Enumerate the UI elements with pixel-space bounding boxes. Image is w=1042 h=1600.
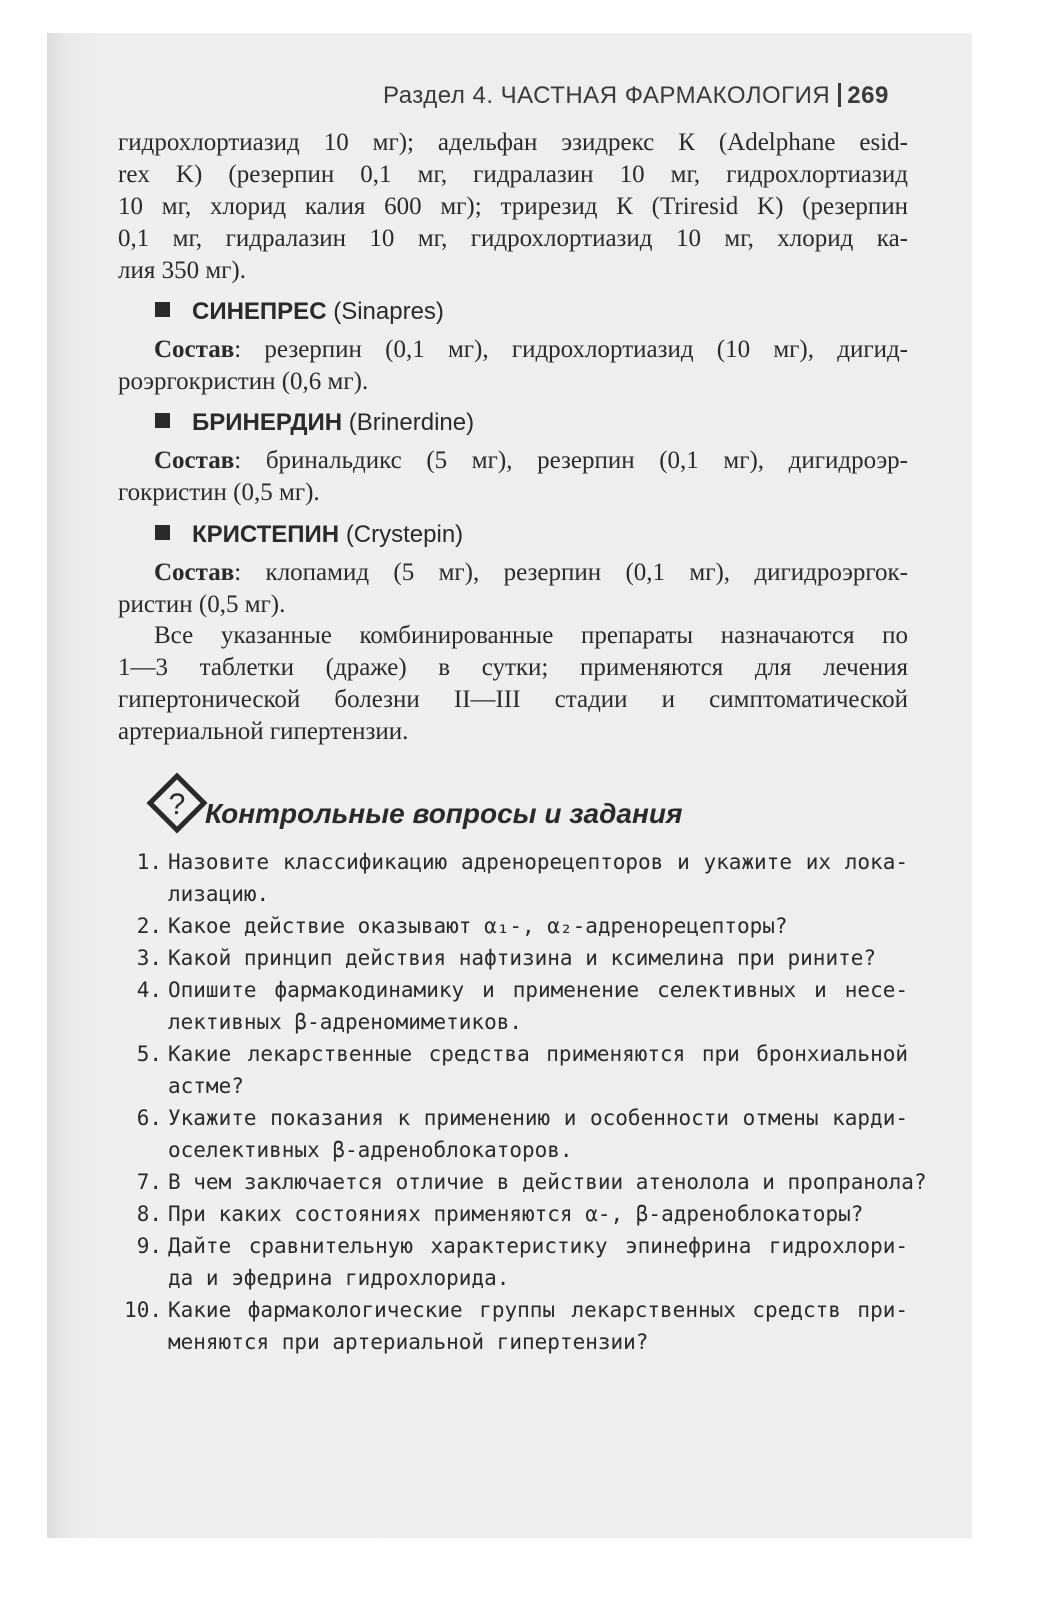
item-text: меняются при артериальной гипертензии? bbox=[168, 1330, 649, 1354]
section-title: Раздел 4. ЧАСТНАЯ ФАРМАКОЛОГИЯ bbox=[383, 82, 831, 109]
text-line: 1—3 таблетки (драже) в сутки; применяются для лечения bbox=[118, 654, 908, 681]
drug-latin-name: (Sinapres) bbox=[333, 298, 444, 325]
list-item bbox=[118, 942, 908, 974]
question-diamond-icon bbox=[146, 772, 208, 834]
item-number: 9. bbox=[136, 1234, 162, 1258]
text-line: ристин (0,5 мг). bbox=[118, 591, 286, 618]
list-item bbox=[118, 1198, 908, 1230]
item-text: Какие лекарственные средства применяются при бронхиальной bbox=[168, 1042, 908, 1066]
composition-text: : резерпин (0,1 мг), гидрохлортиазид (10 мг), дигид- bbox=[234, 336, 908, 363]
item-text: При каких состояниях применяются α-, β-адреноблокаторы? bbox=[168, 1202, 864, 1226]
drug-name: КРИСТЕПИН bbox=[192, 521, 340, 548]
composition-label: Состав bbox=[154, 447, 235, 474]
bullet-square-icon bbox=[155, 525, 170, 540]
text-line: гокристин (0,5 мг). bbox=[118, 479, 320, 506]
item-text: Какое действие оказывают α₁-, α₂-адренорецепторы? bbox=[168, 914, 788, 938]
running-header bbox=[383, 82, 903, 116]
composition-text: : клопамид (5 мг), резерпин (0,1 мг), дигидроэргок- bbox=[234, 559, 908, 586]
list-item bbox=[118, 910, 908, 942]
item-number: 2. bbox=[136, 914, 162, 938]
summary-paragraph bbox=[118, 620, 908, 748]
drug-composition bbox=[118, 334, 908, 398]
item-number: 3. bbox=[136, 946, 162, 970]
item-text: Дайте сравнительную характеристику эпинефрина гидрохлори- bbox=[168, 1234, 908, 1258]
item-number: 7. bbox=[136, 1170, 162, 1194]
item-text: Укажите показания к применению и особенности отмены карди- bbox=[168, 1106, 908, 1130]
composition-label: Состав bbox=[154, 336, 235, 363]
item-text: В чем заключается отличие в действии атенолола и пропранола? bbox=[168, 1170, 927, 1194]
header-divider bbox=[838, 83, 841, 107]
composition-label: Состав bbox=[154, 559, 235, 586]
drug-name: СИНЕПРЕС bbox=[192, 298, 327, 325]
text-line: гидрохлортиазид 10 мг); адельфан эзидрекс К (Adelphane esid- bbox=[118, 129, 908, 156]
item-text: Назовите классификацию адренорецепторов и укажите их лока- bbox=[168, 850, 908, 874]
intro-paragraph bbox=[118, 127, 908, 287]
item-number: 4. bbox=[136, 978, 162, 1002]
text-line: артериальной гипертензии. bbox=[118, 718, 409, 745]
item-text: Какой принцип действия нафтизина и ксимелина при рините? bbox=[168, 946, 877, 970]
drug-composition bbox=[118, 445, 908, 509]
item-number: 10. bbox=[124, 1298, 162, 1322]
item-text: Опишите фармакодинамику и применение селективных и несе- bbox=[168, 978, 908, 1002]
svg-text:?: ? bbox=[168, 788, 186, 821]
text-line: 0,1 мг, гидралазин 10 мг, гидрохлортиазид 10 мг, хлорид ка- bbox=[118, 225, 908, 252]
item-number: 1. bbox=[136, 850, 162, 874]
drug-name: БРИНЕРДИН bbox=[192, 409, 343, 436]
item-text: лективных β-адреномиметиков. bbox=[168, 1010, 523, 1034]
page-number: 269 bbox=[847, 82, 889, 109]
text-line: 10 мг, хлорид калия 600 мг); трирезид К (Triresid K) (резерпин bbox=[118, 193, 908, 220]
list-item bbox=[118, 1294, 908, 1358]
item-number: 8. bbox=[136, 1202, 162, 1226]
list-item bbox=[118, 846, 908, 910]
list-item bbox=[118, 1038, 908, 1102]
composition-text: : бринальдикс (5 мг), резерпин (0,1 мг), дигидроэр- bbox=[234, 447, 908, 474]
item-text: астме? bbox=[168, 1074, 244, 1098]
drug-heading-crystepin bbox=[155, 521, 463, 549]
list-item bbox=[118, 1230, 908, 1294]
item-number: 5. bbox=[136, 1042, 162, 1066]
bullet-square-icon bbox=[155, 302, 170, 317]
questions-title: Контрольные вопросы и задания bbox=[205, 798, 683, 829]
drug-latin-name: (Crystepin) bbox=[345, 521, 464, 548]
drug-composition bbox=[118, 557, 908, 621]
text-line: Все указанные комбинированные препараты назначаются по bbox=[154, 622, 908, 649]
list-item bbox=[118, 1166, 927, 1198]
questions-list bbox=[118, 846, 927, 1358]
item-text: да и эфедрина гидрохлорида. bbox=[168, 1266, 510, 1290]
item-text: лизацию. bbox=[168, 882, 270, 906]
bullet-square-icon bbox=[155, 413, 170, 428]
drug-latin-name: (Brinerdine) bbox=[348, 409, 475, 436]
text-line: rex K) (резерпин 0,1 мг, гидралазин 10 мг, гидрохлортиазид bbox=[118, 161, 908, 188]
item-text: Какие фармакологические группы лекарственных средств при- bbox=[168, 1298, 908, 1322]
item-text: оселективных β-адреноблокаторов. bbox=[168, 1138, 573, 1162]
item-number: 6. bbox=[136, 1106, 162, 1130]
drug-heading-sinapres bbox=[155, 298, 444, 326]
list-item bbox=[118, 1102, 908, 1166]
drug-heading-brinerdine bbox=[155, 409, 474, 437]
list-item bbox=[118, 974, 908, 1038]
text-line: роэргокристин (0,6 мг). bbox=[118, 368, 369, 395]
text-line: гипертонической болезни II—III стадии и симптоматической bbox=[118, 686, 908, 713]
text-line: лия 350 мг). bbox=[118, 257, 247, 284]
